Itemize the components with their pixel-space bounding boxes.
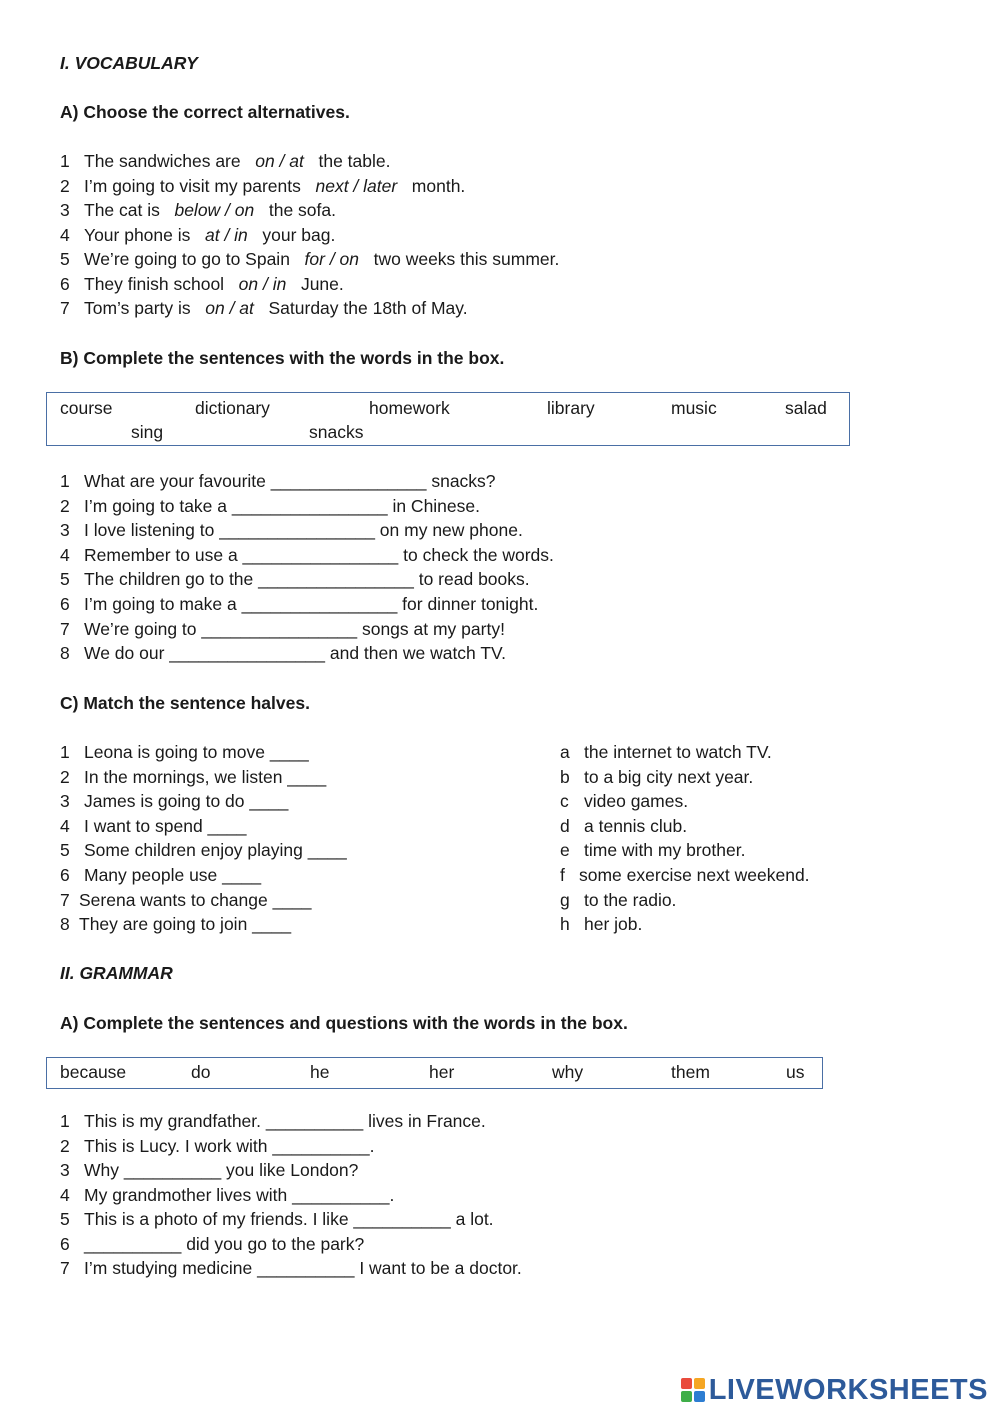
vocab-a-item-4: 4 Your phone is at / in your bag. — [60, 225, 336, 245]
liveworksheets-logo[interactable] — [681, 1374, 988, 1406]
logo-squares-icon — [681, 1378, 705, 1402]
vocab-a-item-2: 2 I’m going to visit my parents next / later month. — [60, 176, 466, 196]
word-box-item: he — [310, 1062, 330, 1082]
match-right-item: c video games. — [560, 791, 689, 811]
match-right-item: d a tennis club. — [560, 816, 688, 836]
vocabulary-heading: I. VOCABULARY — [60, 53, 198, 73]
match-left-item[interactable]: 4 I want to spend ____ — [60, 816, 247, 836]
vocab-a-item-6: 6 They finish school on / in June. — [60, 274, 344, 294]
match-left-item[interactable]: 2 In the mornings, we listen ____ — [60, 767, 327, 787]
choice-option[interactable]: next / later — [315, 176, 398, 196]
grammar-a-item-7[interactable]: 7 I’m studying medicine __________ I want to be a doctor. — [60, 1258, 522, 1278]
choice-option[interactable]: below / on — [174, 200, 255, 220]
choice-option[interactable]: at / in — [204, 225, 248, 245]
word-box-item: them — [671, 1062, 710, 1082]
word-box-item: why — [552, 1062, 584, 1082]
grammar-a-item-6[interactable]: 6 __________ did you go to the park? — [60, 1234, 365, 1254]
vocab-a-item-5: 5 We’re going to go to Spain for / on two weeks this summer. — [60, 249, 560, 269]
grammar-a-item-1[interactable]: 1 This is my grandfather. __________ lives in France. — [60, 1111, 486, 1131]
choice-option[interactable]: on / at — [255, 151, 304, 171]
word-box-item: salad — [785, 398, 827, 418]
word-box-item: course — [60, 398, 113, 418]
vocab-a-instruction: A) Choose the correct alternatives. — [60, 102, 350, 122]
grammar-a-item-3[interactable]: 3 Why __________ you like London? — [60, 1160, 359, 1180]
word-box-item: her — [429, 1062, 455, 1082]
logo-square — [694, 1378, 705, 1389]
vocab-b-item-3[interactable]: 3 I love listening to ________________ on my new phone. — [60, 520, 523, 540]
word-box-item: because — [60, 1062, 127, 1082]
match-left-item[interactable]: 8 They are going to join ____ — [60, 914, 292, 934]
match-left-item[interactable]: 1 Leona is going to move ____ — [60, 742, 309, 762]
vocab-a-item-3: 3 The cat is below / on the sofa. — [60, 200, 336, 220]
word-box-item: snacks — [309, 422, 364, 442]
logo-square — [681, 1378, 692, 1389]
grammar-a-item-4[interactable]: 4 My grandmother lives with __________. — [60, 1185, 395, 1205]
brand-name: LIVEWORKSHEETS — [708, 1373, 988, 1406]
match-right-item: a the internet to watch TV. — [560, 742, 772, 762]
vocab-c-instruction: C) Match the sentence halves. — [60, 693, 310, 713]
vocab-b-item-2[interactable]: 2 I’m going to take a ________________ in Chinese. — [60, 496, 480, 516]
match-right-item: e time with my brother. — [560, 840, 746, 860]
vocab-b-item-8[interactable]: 8 We do our ________________ and then we watch TV. — [60, 643, 506, 663]
word-box-item: homework — [369, 398, 450, 418]
grammar-a-instruction: A) Complete the sentences and questions with the words in the box. — [60, 1013, 628, 1033]
vocab-a-item-1: 1 The sandwiches are on / at the table. — [60, 151, 391, 171]
match-right-item: h her job. — [560, 914, 643, 934]
word-box-item: sing — [131, 422, 164, 442]
word-box-item: library — [547, 398, 595, 418]
vocab-b-instruction: B) Complete the sentences with the words in the box. — [60, 348, 505, 368]
match-left-item[interactable]: 6 Many people use ____ — [60, 865, 262, 885]
vocab-b-item-7[interactable]: 7 We’re going to ________________ songs at my party! — [60, 619, 505, 639]
vocab-b-item-1[interactable]: 1 What are your favourite ________________ snacks? — [60, 471, 496, 491]
choice-option[interactable]: for / on — [304, 249, 360, 269]
match-left-item[interactable]: 5 Some children enjoy playing ____ — [60, 840, 347, 860]
match-left-item[interactable]: 7 Serena wants to change ____ — [60, 890, 312, 910]
logo-square — [681, 1391, 692, 1402]
match-right-item: f some exercise next weekend. — [560, 865, 810, 885]
vocab-b-item-4[interactable]: 4 Remember to use a ________________ to check the words. — [60, 545, 554, 565]
match-right-item: b to a big city next year. — [560, 767, 754, 787]
vocab-b-word-box — [46, 392, 850, 446]
word-box-item: us — [786, 1062, 805, 1082]
vocab-b-item-6[interactable]: 6 I’m going to make a ________________ for dinner tonight. — [60, 594, 539, 614]
match-right-item: g to the radio. — [560, 890, 677, 910]
choice-option[interactable]: on / at — [205, 298, 254, 318]
grammar-heading: II. GRAMMAR — [60, 963, 173, 983]
word-box-item: dictionary — [195, 398, 270, 418]
grammar-a-item-5[interactable]: 5 This is a photo of my friends. I like __________ a lot. — [60, 1209, 494, 1229]
vocab-a-item-7: 7 Tom’s party is on / at Saturday the 18th of May. — [60, 298, 468, 318]
choice-option[interactable]: on / in — [238, 274, 287, 294]
match-left-item[interactable]: 3 James is going to do ____ — [60, 791, 289, 811]
word-box-item: music — [671, 398, 717, 418]
grammar-a-item-2[interactable]: 2 This is Lucy. I work with __________. — [60, 1136, 375, 1156]
word-box-item: do — [191, 1062, 211, 1082]
vocab-b-item-5[interactable]: 5 The children go to the ________________ to read books. — [60, 569, 530, 589]
logo-square — [694, 1391, 705, 1402]
grammar-a-word-box — [46, 1057, 823, 1089]
